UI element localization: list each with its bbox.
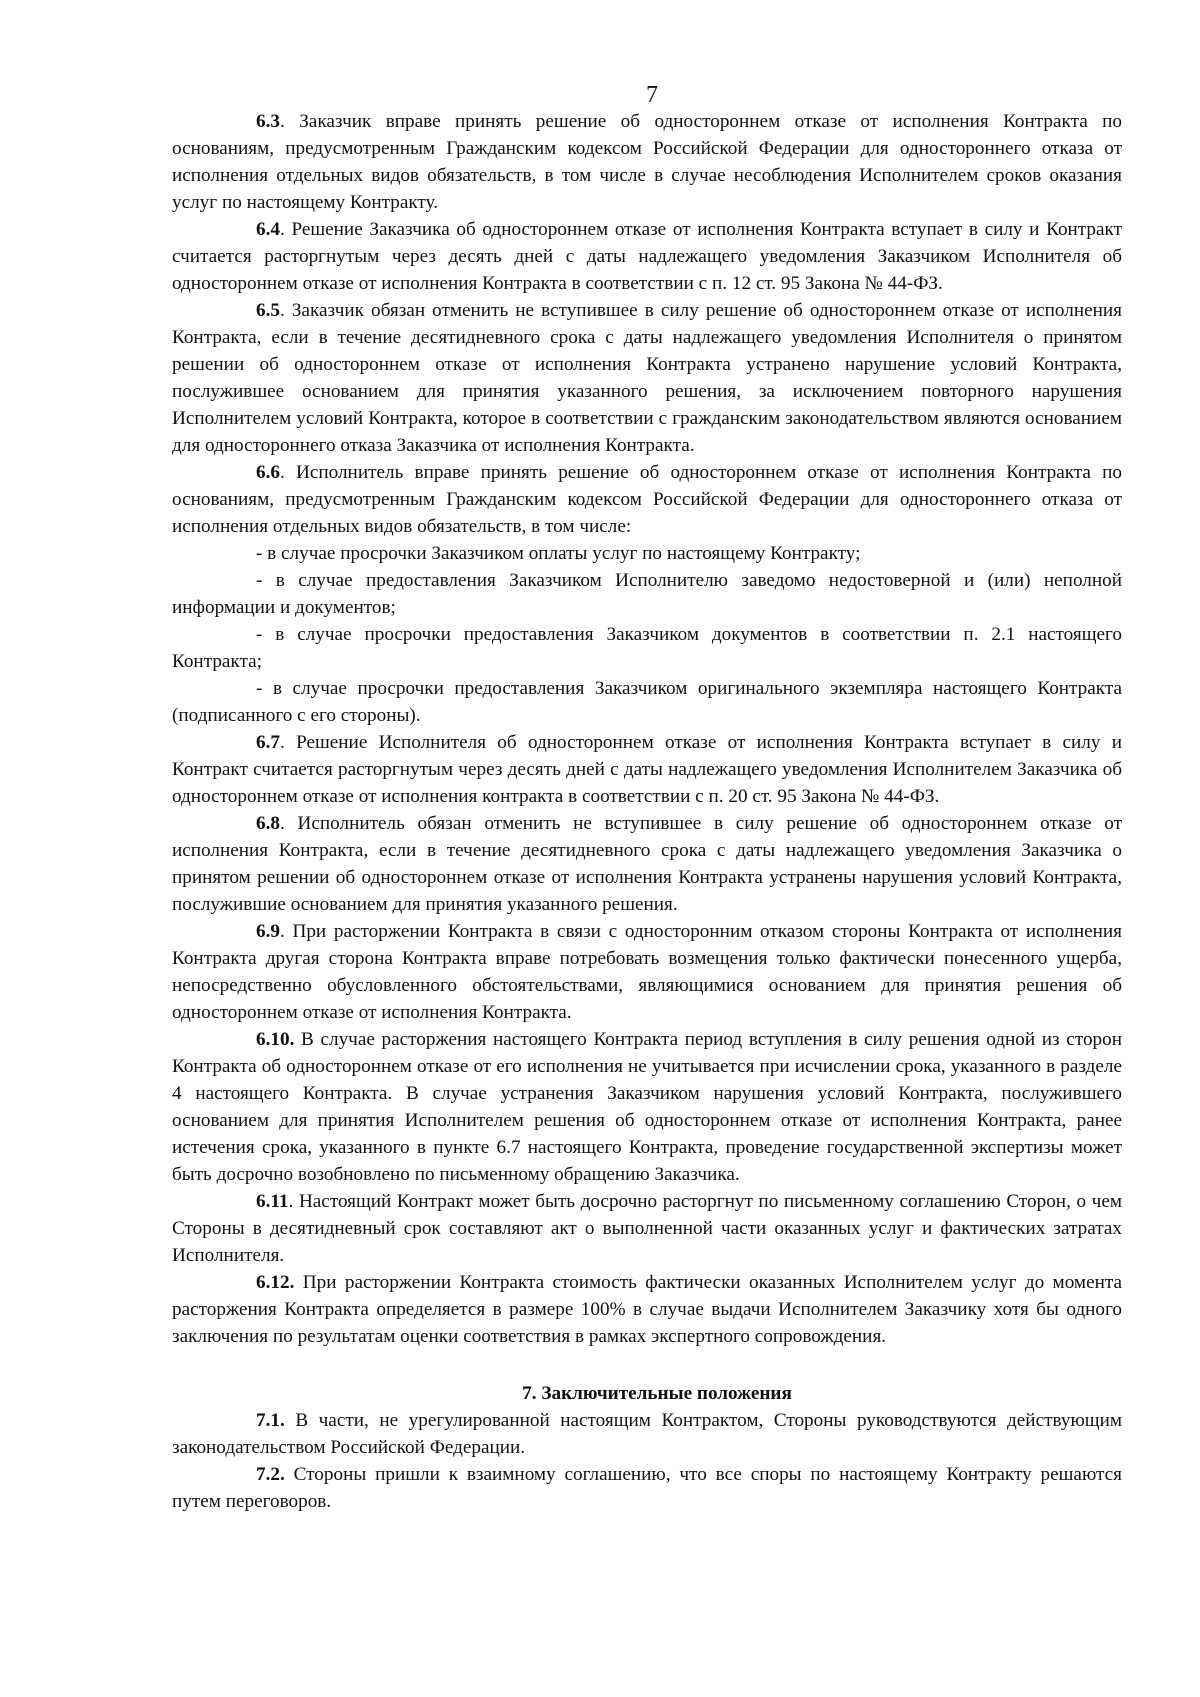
clause-number: 6.6	[256, 462, 280, 483]
clause-6-12	[172, 1269, 1122, 1350]
clause-text: . При расторжении Контракта в связи с односторонним отказом стороны Контракта от исполнения Контракта другая сторона Контракта вправе потребовать возмещения только фактически понесенного ущерба, непосредственно обусловленного обстоятельствами, являющимися основанием для принятия решения об одностороннем отказе от исполнения Контракта.	[172, 921, 1122, 1023]
clause-number: 6.4	[256, 219, 280, 240]
clause-number: 7.1.	[256, 1410, 285, 1431]
clause-6-5	[172, 297, 1122, 459]
clause-number: 6.7	[256, 732, 280, 753]
clause-text: . Заказчик обязан отменить не вступившее в силу решение об одностороннем отказе от исполнения Контракта, если в течение десятидневного срока с даты надлежащего уведомления Исполнителя о принятом решении об одностороннем отказе от исполнения Контракта устранено нарушение условий Контракта, послужившее основанием для принятия указанного решения, за исключением повторного нарушения Исполнителем условий Контракта, которое в соответствии с гражданским законодательством являются основанием для одностороннего отказа Заказчика от исполнения Контракта.	[172, 300, 1122, 456]
clause-number: 6.10.	[256, 1029, 295, 1050]
clause-number: 7.2.	[256, 1464, 285, 1485]
clause-number: 6.11	[256, 1191, 289, 1212]
clause-6-8	[172, 810, 1122, 918]
list-item-6-6-2	[172, 567, 1122, 621]
clause-6-3	[172, 108, 1122, 216]
clause-7-1	[172, 1407, 1122, 1461]
page-number: 7	[646, 82, 658, 108]
clause-text: . Решение Заказчика об одностороннем отказе от исполнения Контракта вступает в силу и Контракт считается расторгнутым через десять дней с даты надлежащего уведомления Заказчиком Исполнителя об одностороннем отказе от исполнения Контракта в соответствии с п. 12 ст. 95 Закона № 44-ФЗ.	[172, 219, 1122, 294]
clause-text: . Решение Исполнителя об одностороннем отказе от исполнения Контракта вступает в силу и Контракт считается расторгнутым через десять дней с даты надлежащего уведомления Исполнителем Заказчика об одностороннем отказе от исполнения контракта в соответствии с п. 20 ст. 95 Закона № 44-ФЗ.	[172, 732, 1122, 807]
clause-text: . Исполнитель вправе принять решение об одностороннем отказе от исполнения Контракта по основаниям, предусмотренным Гражданским кодексом Российской Федерации для одностороннего отказа от исполнения отдельных видов обязательств, в том числе:	[172, 462, 1122, 537]
list-item-6-6-3	[172, 621, 1122, 675]
clause-text: В случае расторжения настоящего Контракта период вступления в силу решения одной из сторон Контракта об одностороннем отказе от его исполнения не учитывается при исчислении срока, указанного в разделе 4 настоящего Контракта. В случае устранения Заказчиком нарушения условий Контракта, послужившего основанием для принятия Исполнителем решения об одностороннем отказе от исполнения Контракта, ранее истечения срока, указанного в пункте 6.7 настоящего Контракта, проведение государственной экспертизы может быть досрочно возобновлено по письменному обращению Заказчика.	[172, 1029, 1122, 1185]
list-item-text: - в случае предоставления Заказчиком Исполнителю заведомо недостоверной и (или) неполной информации и документов;	[172, 570, 1122, 618]
clause-6-6	[172, 459, 1122, 540]
clause-6-4	[172, 216, 1122, 297]
list-item-text: - в случае просрочки предоставления Заказчиком документов в соответствии п. 2.1 настоящего Контракта;	[172, 624, 1122, 672]
clause-text: В части, не урегулированной настоящим Контрактом, Стороны руководствуются действующим законодательством Российской Федерации.	[172, 1410, 1122, 1458]
list-item-6-6-4	[172, 675, 1122, 729]
clause-number: 6.3	[256, 111, 280, 132]
clause-text: . Настоящий Контракт может быть досрочно расторгнут по письменному соглашению Сторон, о чем Стороны в десятидневный срок составляют акт о выполненной части оказанных услуг и фактических затратах Исполнителя.	[172, 1191, 1122, 1266]
document-page	[172, 82, 1122, 1515]
clause-number: 6.12.	[256, 1272, 295, 1293]
clause-text: . Заказчик вправе принять решение об одностороннем отказе от исполнения Контракта по основаниям, предусмотренным Гражданским кодексом Российской Федерации для одностороннего отказа от исполнения отдельных видов обязательств, в том числе в случае несоблюдения Исполнителем сроков оказания услуг по настоящему Контракту.	[172, 111, 1122, 213]
clause-6-11	[172, 1188, 1122, 1269]
list-item-6-6-1	[172, 540, 1122, 567]
clause-number: 6.9	[256, 921, 280, 942]
clause-number: 6.8	[256, 813, 280, 834]
list-item-text: - в случае просрочки Заказчиком оплаты услуг по настоящему Контракту;	[256, 543, 861, 564]
section-7-clauses	[172, 1407, 1122, 1515]
clause-6-9	[172, 918, 1122, 1026]
section-title: 7. Заключительные положения	[522, 1383, 792, 1404]
clause-text: . Исполнитель обязан отменить не вступившее в силу решение об одностороннем отказе от исполнения Контракта, если в течение десятидневного срока с даты надлежащего уведомления Заказчика о принятом решении об одностороннем отказе от исполнения Контракта устранены нарушения условий Контракта, послужившие основанием для принятия указанного решения.	[172, 813, 1122, 915]
clause-7-2	[172, 1461, 1122, 1515]
clause-text: Стороны пришли к взаимному соглашению, что все споры по настоящему Контракту решаются путем переговоров.	[172, 1464, 1122, 1512]
clause-6-10	[172, 1026, 1122, 1188]
clause-number: 6.5	[256, 300, 280, 321]
section-6-clauses	[172, 108, 1122, 1350]
list-item-text: - в случае просрочки предоставления Заказчиком оригинального экземпляра настоящего Контракта (подписанного с его стороны).	[172, 678, 1122, 726]
clause-text: При расторжении Контракта стоимость фактически оказанных Исполнителем услуг до момента расторжения Контракта определяется в размере 100% в случае выдачи Исполнителем Заказчику хотя бы одного заключения по результатам оценки соответствия в рамках экспертного сопровождения.	[172, 1272, 1122, 1347]
clause-6-7	[172, 729, 1122, 810]
